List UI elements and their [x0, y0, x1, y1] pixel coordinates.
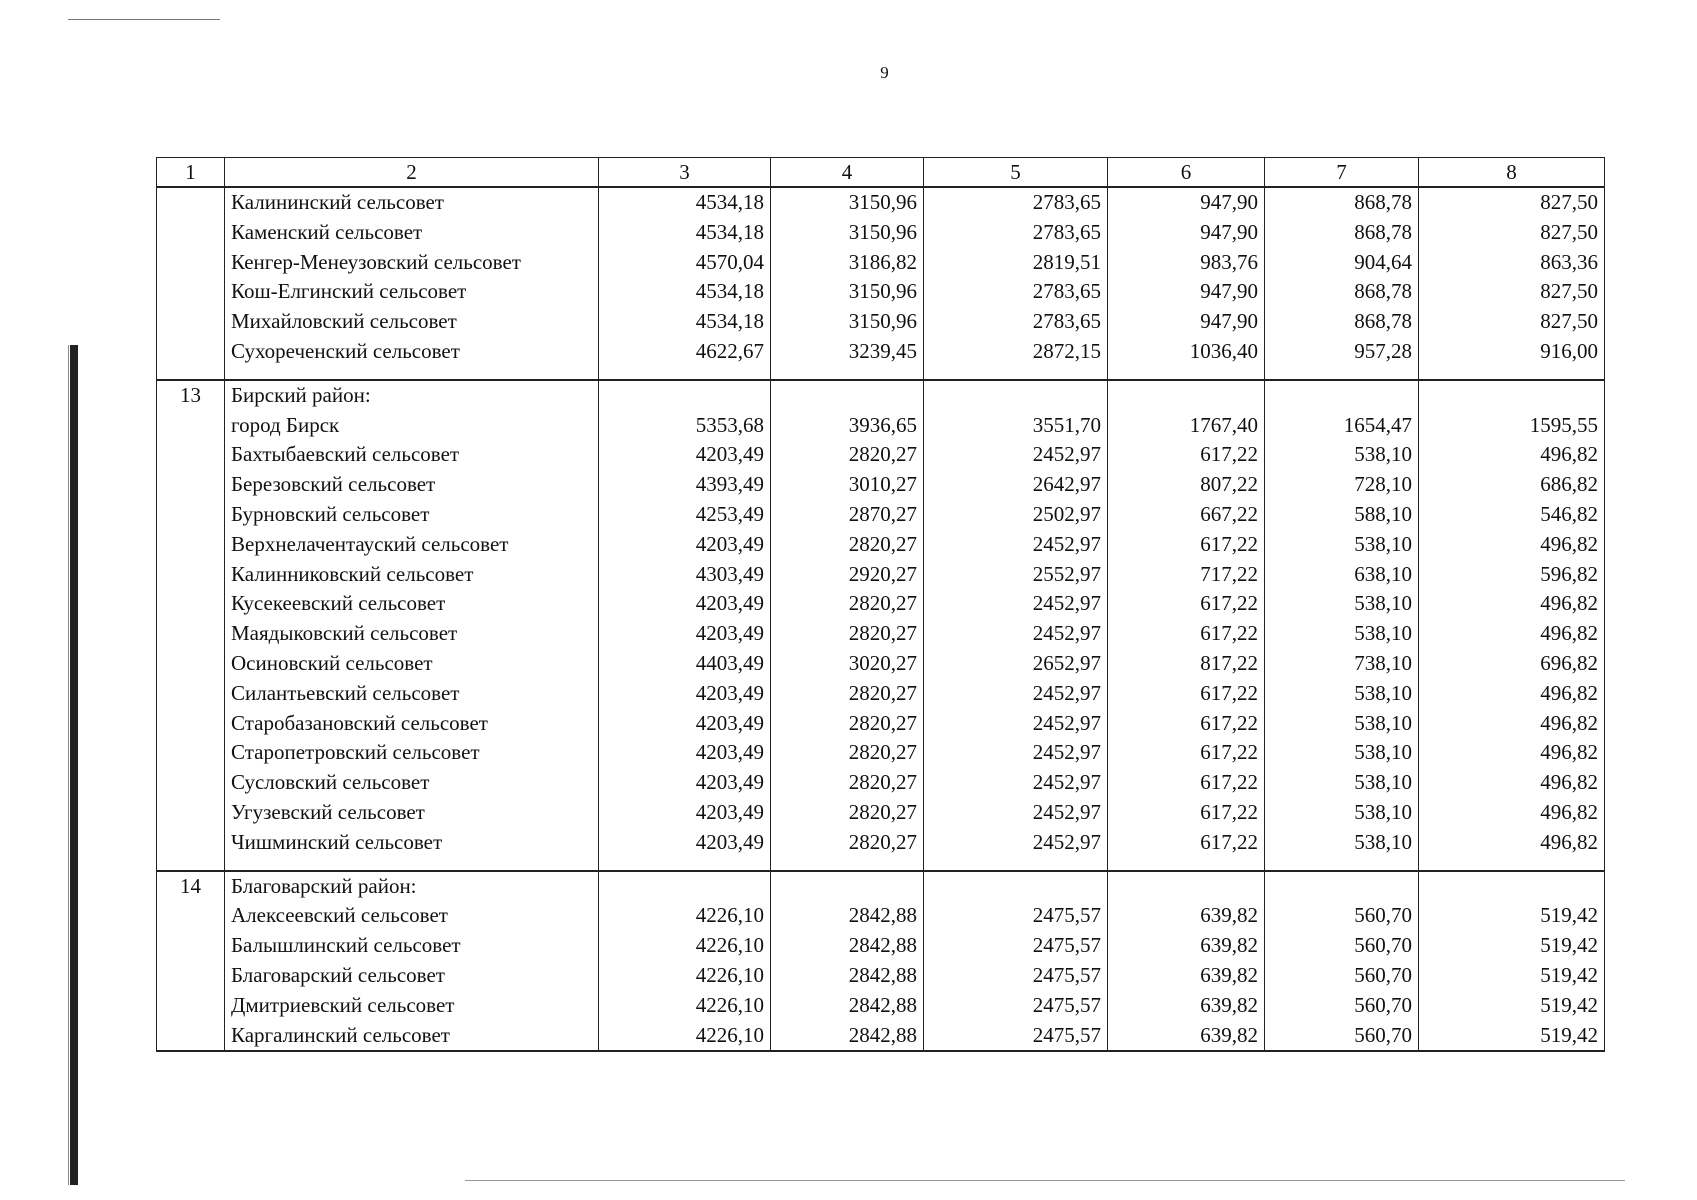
value-col-6: 983,76: [1108, 248, 1265, 278]
value-col-8: 827,50: [1419, 277, 1605, 307]
spacer-cell: [225, 858, 599, 871]
value-col-3: 4253,49: [599, 500, 771, 530]
spacer-cell: [771, 858, 924, 871]
value-col-4: 2820,27: [771, 768, 924, 798]
empty-cell: [1419, 380, 1605, 411]
value-col-5: 2783,65: [924, 307, 1108, 337]
group-number: 14: [157, 871, 225, 902]
value-col-6: 817,22: [1108, 649, 1265, 679]
settlement-name: Маядыковский сельсовет: [225, 619, 599, 649]
row-number-cell: [157, 828, 225, 858]
value-col-5: 2475,57: [924, 1021, 1108, 1052]
table-row: [157, 589, 1605, 619]
settlement-name: Старопетровский сельсовет: [225, 738, 599, 768]
row-number-cell: [157, 589, 225, 619]
settlement-name: Осиновский сельсовет: [225, 649, 599, 679]
header-row: [157, 158, 1605, 188]
spacer-row: [157, 858, 1605, 871]
row-number-cell: [157, 248, 225, 278]
header-col-6: 6: [1108, 158, 1265, 188]
value-col-7: 957,28: [1265, 337, 1419, 367]
value-col-5: 2452,97: [924, 828, 1108, 858]
spacer-cell: [924, 858, 1108, 871]
table-row: [157, 901, 1605, 931]
settlement-name: Старобазановский сельсовет: [225, 709, 599, 739]
table-row: [157, 931, 1605, 961]
table-group: [157, 380, 1605, 871]
value-col-8: 496,82: [1419, 798, 1605, 828]
value-col-3: 4534,18: [599, 218, 771, 248]
value-col-6: 639,82: [1108, 901, 1265, 931]
value-col-4: 2820,27: [771, 828, 924, 858]
value-col-5: 2452,97: [924, 440, 1108, 470]
value-col-6: 639,82: [1108, 1021, 1265, 1052]
table-row: [157, 1021, 1605, 1052]
value-col-5: 2452,97: [924, 530, 1108, 560]
spacer-cell: [1265, 367, 1419, 380]
table-row: [157, 649, 1605, 679]
empty-cell: [599, 380, 771, 411]
value-col-5: 2452,97: [924, 589, 1108, 619]
value-col-6: 617,22: [1108, 589, 1265, 619]
value-col-5: 2475,57: [924, 901, 1108, 931]
value-col-3: 4203,49: [599, 440, 771, 470]
row-number-cell: [157, 931, 225, 961]
row-number-cell: [157, 619, 225, 649]
settlement-name: Михайловский сельсовет: [225, 307, 599, 337]
value-col-4: 2870,27: [771, 500, 924, 530]
value-col-8: 496,82: [1419, 828, 1605, 858]
value-col-4: 3936,65: [771, 411, 924, 441]
table-row: [157, 470, 1605, 500]
empty-cell: [1265, 871, 1419, 902]
value-col-6: 947,90: [1108, 187, 1265, 218]
value-col-4: 3186,82: [771, 248, 924, 278]
value-col-4: 2842,88: [771, 931, 924, 961]
value-col-8: 496,82: [1419, 589, 1605, 619]
row-number-cell: [157, 560, 225, 590]
value-col-6: 1036,40: [1108, 337, 1265, 367]
value-col-8: 686,82: [1419, 470, 1605, 500]
value-col-4: 3239,45: [771, 337, 924, 367]
value-col-3: 4203,49: [599, 619, 771, 649]
value-col-5: 2502,97: [924, 500, 1108, 530]
spacer-cell: [1108, 858, 1265, 871]
value-col-3: 4226,10: [599, 991, 771, 1021]
table-row: [157, 337, 1605, 367]
value-col-7: 538,10: [1265, 530, 1419, 560]
settlement-name: Калинниковский сельсовет: [225, 560, 599, 590]
settlement-name: Чишминский сельсовет: [225, 828, 599, 858]
empty-cell: [1108, 871, 1265, 902]
value-col-4: 3150,96: [771, 307, 924, 337]
row-number-cell: [157, 307, 225, 337]
value-col-8: 496,82: [1419, 768, 1605, 798]
row-number-cell: [157, 798, 225, 828]
value-col-6: 617,22: [1108, 828, 1265, 858]
value-col-3: 4226,10: [599, 931, 771, 961]
value-col-3: 5353,68: [599, 411, 771, 441]
value-col-7: 538,10: [1265, 709, 1419, 739]
value-col-7: 560,70: [1265, 931, 1419, 961]
value-col-5: 2652,97: [924, 649, 1108, 679]
value-col-4: 2920,27: [771, 560, 924, 590]
value-col-4: 3020,27: [771, 649, 924, 679]
value-col-7: 868,78: [1265, 218, 1419, 248]
value-col-8: 596,82: [1419, 560, 1605, 590]
row-number-cell: [157, 901, 225, 931]
settlement-name: Сусловский сельсовет: [225, 768, 599, 798]
scan-line-top: [68, 19, 220, 20]
value-col-7: 560,70: [1265, 961, 1419, 991]
settlement-name: Березовский сельсовет: [225, 470, 599, 500]
value-col-8: 519,42: [1419, 931, 1605, 961]
settlement-name: Сухореченский сельсовет: [225, 337, 599, 367]
row-number-cell: [157, 470, 225, 500]
table-row: [157, 500, 1605, 530]
header-col-7: 7: [1265, 158, 1419, 188]
row-number-cell: [157, 411, 225, 441]
value-col-4: 3150,96: [771, 187, 924, 218]
value-col-7: 868,78: [1265, 307, 1419, 337]
table-row: [157, 798, 1605, 828]
value-col-4: 2842,88: [771, 1021, 924, 1052]
value-col-6: 617,22: [1108, 768, 1265, 798]
table-row: [157, 277, 1605, 307]
row-number-cell: [157, 738, 225, 768]
row-number-cell: [157, 440, 225, 470]
empty-cell: [1108, 380, 1265, 411]
group-title: Бирский район:: [225, 380, 599, 411]
value-col-5: 2452,97: [924, 619, 1108, 649]
value-col-5: 2452,97: [924, 738, 1108, 768]
value-col-3: 4203,49: [599, 738, 771, 768]
table-row: [157, 411, 1605, 441]
value-col-7: 560,70: [1265, 1021, 1419, 1052]
value-col-4: 2820,27: [771, 619, 924, 649]
row-number-cell: [157, 187, 225, 218]
value-col-4: 2842,88: [771, 991, 924, 1021]
settlement-name: Дмитриевский сельсовет: [225, 991, 599, 1021]
value-col-7: 538,10: [1265, 768, 1419, 798]
value-col-8: 496,82: [1419, 709, 1605, 739]
settlement-name: Каменский сельсовет: [225, 218, 599, 248]
value-col-7: 638,10: [1265, 560, 1419, 590]
table-row: [157, 679, 1605, 709]
value-col-6: 617,22: [1108, 709, 1265, 739]
value-col-5: 2452,97: [924, 798, 1108, 828]
spacer-cell: [771, 367, 924, 380]
spacer-cell: [599, 367, 771, 380]
value-col-3: 4203,49: [599, 709, 771, 739]
value-col-6: 717,22: [1108, 560, 1265, 590]
table-row: [157, 307, 1605, 337]
page-number: 9: [880, 63, 889, 82]
header-col-5: 5: [924, 158, 1108, 188]
empty-cell: [1265, 380, 1419, 411]
row-number-cell: [157, 768, 225, 798]
value-col-6: 617,22: [1108, 619, 1265, 649]
table-group: [157, 187, 1605, 380]
empty-cell: [924, 380, 1108, 411]
value-col-8: 696,82: [1419, 649, 1605, 679]
settlement-name: Бурновский сельсовет: [225, 500, 599, 530]
value-col-5: 2783,65: [924, 218, 1108, 248]
header-col-4: 4: [771, 158, 924, 188]
row-number-cell: [157, 530, 225, 560]
value-col-3: 4303,49: [599, 560, 771, 590]
value-col-3: 4534,18: [599, 277, 771, 307]
value-col-8: 827,50: [1419, 307, 1605, 337]
value-col-5: 2452,97: [924, 768, 1108, 798]
value-col-7: 538,10: [1265, 619, 1419, 649]
table-header: [157, 158, 1605, 188]
settlement-name: Благоварский сельсовет: [225, 961, 599, 991]
settlement-name: Каргалинский сельсовет: [225, 1021, 599, 1052]
value-col-7: 868,78: [1265, 187, 1419, 218]
value-col-7: 868,78: [1265, 277, 1419, 307]
settlement-name: Калининский сельсовет: [225, 187, 599, 218]
value-col-8: 1595,55: [1419, 411, 1605, 441]
value-col-4: 2820,27: [771, 798, 924, 828]
value-col-6: 617,22: [1108, 738, 1265, 768]
value-col-3: 4393,49: [599, 470, 771, 500]
empty-cell: [771, 380, 924, 411]
value-col-8: 496,82: [1419, 679, 1605, 709]
value-col-7: 538,10: [1265, 798, 1419, 828]
value-col-8: 519,42: [1419, 961, 1605, 991]
value-col-5: 2475,57: [924, 961, 1108, 991]
settlement-name: Бахтыбаевский сельсовет: [225, 440, 599, 470]
value-col-7: 904,64: [1265, 248, 1419, 278]
row-number-cell: [157, 991, 225, 1021]
value-col-3: 4203,49: [599, 589, 771, 619]
tariff-table: [156, 157, 1605, 1052]
value-col-6: 617,22: [1108, 798, 1265, 828]
value-col-8: 496,82: [1419, 440, 1605, 470]
value-col-8: 827,50: [1419, 218, 1605, 248]
value-col-8: 863,36: [1419, 248, 1605, 278]
value-col-4: 2842,88: [771, 901, 924, 931]
value-col-8: 916,00: [1419, 337, 1605, 367]
value-col-7: 738,10: [1265, 649, 1419, 679]
value-col-4: 2820,27: [771, 589, 924, 619]
header-col-3: 3: [599, 158, 771, 188]
value-col-3: 4534,18: [599, 307, 771, 337]
value-col-3: 4570,04: [599, 248, 771, 278]
value-col-3: 4203,49: [599, 530, 771, 560]
row-number-cell: [157, 218, 225, 248]
value-col-4: 3150,96: [771, 218, 924, 248]
spacer-cell: [599, 858, 771, 871]
value-col-5: 2819,51: [924, 248, 1108, 278]
value-col-7: 560,70: [1265, 991, 1419, 1021]
value-col-6: 947,90: [1108, 307, 1265, 337]
value-col-4: 2820,27: [771, 530, 924, 560]
scan-line-bottom: [465, 1180, 1625, 1181]
table-row: [157, 530, 1605, 560]
value-col-5: 2452,97: [924, 709, 1108, 739]
header-col-1: 1: [157, 158, 225, 188]
value-col-4: 2842,88: [771, 961, 924, 991]
value-col-5: 2642,97: [924, 470, 1108, 500]
value-col-4: 2820,27: [771, 738, 924, 768]
table-row: [157, 248, 1605, 278]
value-col-4: 3010,27: [771, 470, 924, 500]
row-number-cell: [157, 961, 225, 991]
settlement-name: Кусекеевский сельсовет: [225, 589, 599, 619]
settlement-name: Кенгер-Менеузовский сельсовет: [225, 248, 599, 278]
value-col-6: 667,22: [1108, 500, 1265, 530]
value-col-6: 639,82: [1108, 961, 1265, 991]
scan-edge-bar: [70, 345, 78, 1185]
value-col-3: 4622,67: [599, 337, 771, 367]
value-col-6: 639,82: [1108, 931, 1265, 961]
value-col-7: 538,10: [1265, 440, 1419, 470]
spacer-cell: [225, 367, 599, 380]
settlement-name: город Бирск: [225, 411, 599, 441]
value-col-7: 538,10: [1265, 589, 1419, 619]
settlement-name: Силантьевский сельсовет: [225, 679, 599, 709]
group-number: 13: [157, 380, 225, 411]
value-col-8: 519,42: [1419, 1021, 1605, 1052]
value-col-3: 4226,10: [599, 961, 771, 991]
value-col-4: 2820,27: [771, 440, 924, 470]
value-col-6: 1767,40: [1108, 411, 1265, 441]
table-row: [157, 619, 1605, 649]
settlement-name: Угузевский сельсовет: [225, 798, 599, 828]
row-number-cell: [157, 277, 225, 307]
value-col-8: 496,82: [1419, 619, 1605, 649]
value-col-4: 3150,96: [771, 277, 924, 307]
row-number-cell: [157, 709, 225, 739]
row-number-cell: [157, 1021, 225, 1052]
value-col-7: 538,10: [1265, 828, 1419, 858]
row-number-cell: [157, 337, 225, 367]
table-row: [157, 560, 1605, 590]
value-col-7: 560,70: [1265, 901, 1419, 931]
table-row: [157, 709, 1605, 739]
table-row: [157, 187, 1605, 218]
value-col-6: 947,90: [1108, 218, 1265, 248]
table-row: [157, 768, 1605, 798]
value-col-5: 2783,65: [924, 187, 1108, 218]
spacer-cell: [157, 858, 225, 871]
value-col-8: 519,42: [1419, 991, 1605, 1021]
settlement-name: Кош-Елгинский сельсовет: [225, 277, 599, 307]
settlement-name: Алексеевский сельсовет: [225, 901, 599, 931]
value-col-8: 827,50: [1419, 187, 1605, 218]
value-col-8: 496,82: [1419, 738, 1605, 768]
table-row: [157, 440, 1605, 470]
spacer-cell: [1108, 367, 1265, 380]
value-col-6: 947,90: [1108, 277, 1265, 307]
table-row: [157, 218, 1605, 248]
value-col-7: 728,10: [1265, 470, 1419, 500]
spacer-cell: [1419, 858, 1605, 871]
row-number-cell: [157, 649, 225, 679]
value-col-4: 2820,27: [771, 679, 924, 709]
value-col-3: 4203,49: [599, 828, 771, 858]
spacer-cell: [1265, 858, 1419, 871]
empty-cell: [771, 871, 924, 902]
value-col-4: 2820,27: [771, 709, 924, 739]
settlement-name: Верхнелачентауский сельсовет: [225, 530, 599, 560]
table-row: [157, 828, 1605, 858]
spacer-cell: [924, 367, 1108, 380]
value-col-6: 639,82: [1108, 991, 1265, 1021]
value-col-8: 496,82: [1419, 530, 1605, 560]
header-col-2: 2: [225, 158, 599, 188]
spacer-cell: [1419, 367, 1605, 380]
value-col-6: 807,22: [1108, 470, 1265, 500]
table-row: [157, 738, 1605, 768]
group-title: Благоварский район:: [225, 871, 599, 902]
spacer-row: [157, 367, 1605, 380]
value-col-5: 2475,57: [924, 991, 1108, 1021]
group-title-row: [157, 871, 1605, 902]
table-row: [157, 991, 1605, 1021]
value-col-5: 2783,65: [924, 277, 1108, 307]
value-col-3: 4203,49: [599, 679, 771, 709]
value-col-5: 2872,15: [924, 337, 1108, 367]
table-group: [157, 871, 1605, 1052]
row-number-cell: [157, 679, 225, 709]
empty-cell: [599, 871, 771, 902]
empty-cell: [924, 871, 1108, 902]
value-col-8: 546,82: [1419, 500, 1605, 530]
row-number-cell: [157, 500, 225, 530]
spacer-cell: [157, 367, 225, 380]
scan-edge-line: [68, 345, 69, 1185]
settlement-name: Балышлинский сельсовет: [225, 931, 599, 961]
value-col-3: 4226,10: [599, 901, 771, 931]
value-col-3: 4226,10: [599, 1021, 771, 1052]
value-col-3: 4403,49: [599, 649, 771, 679]
value-col-5: 2552,97: [924, 560, 1108, 590]
value-col-3: 4203,49: [599, 768, 771, 798]
value-col-5: 2452,97: [924, 679, 1108, 709]
value-col-3: 4534,18: [599, 187, 771, 218]
group-title-row: [157, 380, 1605, 411]
value-col-5: 3551,70: [924, 411, 1108, 441]
value-col-8: 519,42: [1419, 901, 1605, 931]
value-col-7: 538,10: [1265, 679, 1419, 709]
table-row: [157, 961, 1605, 991]
value-col-6: 617,22: [1108, 440, 1265, 470]
value-col-6: 617,22: [1108, 679, 1265, 709]
header-col-8: 8: [1419, 158, 1605, 188]
value-col-7: 588,10: [1265, 500, 1419, 530]
value-col-3: 4203,49: [599, 798, 771, 828]
value-col-5: 2475,57: [924, 931, 1108, 961]
empty-cell: [1419, 871, 1605, 902]
value-col-7: 538,10: [1265, 738, 1419, 768]
value-col-6: 617,22: [1108, 530, 1265, 560]
value-col-7: 1654,47: [1265, 411, 1419, 441]
